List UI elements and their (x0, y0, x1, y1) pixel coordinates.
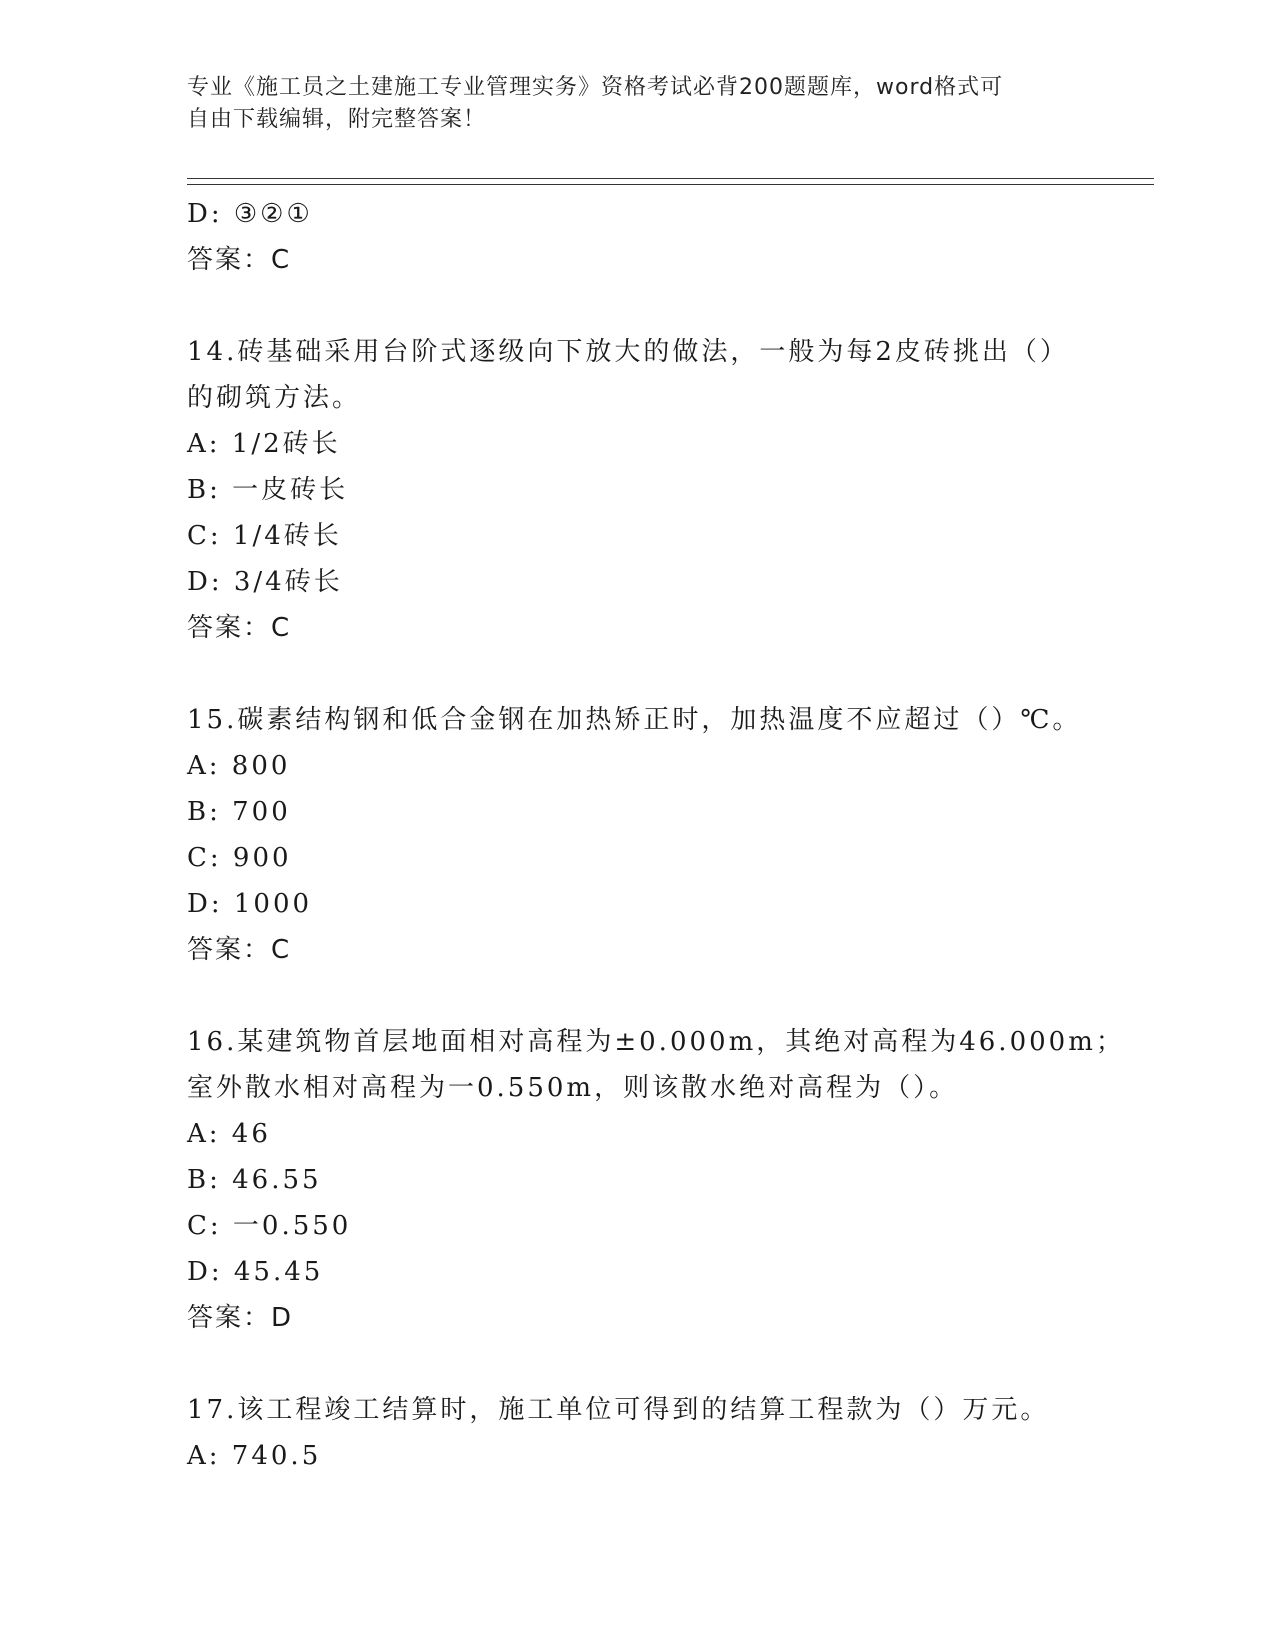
option-c: C: 一0.550 (187, 1211, 352, 1241)
header-title-line-2: 自由下载编辑，附完整答案！ (187, 107, 487, 132)
question-16 (187, 1019, 1125, 1341)
question-17 (187, 1387, 1087, 1479)
question-15 (187, 697, 1087, 973)
option-a: A: 800 (187, 751, 291, 781)
option-a: A: 46 (187, 1119, 271, 1149)
option-d: D: ③②① (187, 199, 313, 229)
question-stem: 16.某建筑物首层地面相对高程为±0.000m，其绝对高程为46.000m； (187, 1027, 1125, 1057)
header-divider (187, 184, 1154, 185)
option-a: A: 740.5 (187, 1441, 322, 1471)
option-b: B: 一皮砖长 (187, 475, 349, 505)
question-list (187, 191, 1125, 1479)
option-c: C: 900 (187, 843, 292, 873)
option-d: D: 1000 (187, 889, 313, 919)
document-header (187, 72, 1087, 136)
option-a: A: 1/2砖长 (187, 429, 341, 459)
answer-line: 答案：C (187, 245, 292, 275)
option-c: C: 1/4砖长 (187, 521, 342, 551)
answer-line: 答案：C (187, 613, 292, 643)
option-d: D: 45.45 (187, 1257, 324, 1287)
question-stem: 15.碳素结构钢和低合金钢在加热矫正时，加热温度不应超过（）℃。 (187, 705, 1082, 735)
answer-line: 答案：D (187, 1303, 294, 1333)
header-divider (187, 178, 1154, 179)
option-b: B: 700 (187, 797, 291, 827)
answer-line: 答案：C (187, 935, 292, 965)
question-stem: 14.砖基础采用台阶式逐级向下放大的做法，一般为每2皮砖挑出（） (187, 337, 1069, 367)
option-d: D: 3/4砖长 (187, 567, 343, 597)
question-stem: 17.该工程竣工结算时，施工单位可得到的结算工程款为（）万元。 (187, 1395, 1050, 1425)
question-stem-continued: 的砌筑方法。 (187, 383, 362, 413)
question-13-tail (187, 191, 1087, 283)
header-title-line-1: 专业《施工员之土建施工专业管理实务》资格考试必背200题题库，word格式可 (187, 75, 1004, 100)
option-b: B: 46.55 (187, 1165, 322, 1195)
question-stem-continued: 室外散水相对高程为一0.550m，则该散水绝对高程为（）。 (187, 1073, 959, 1103)
question-14 (187, 329, 1087, 651)
